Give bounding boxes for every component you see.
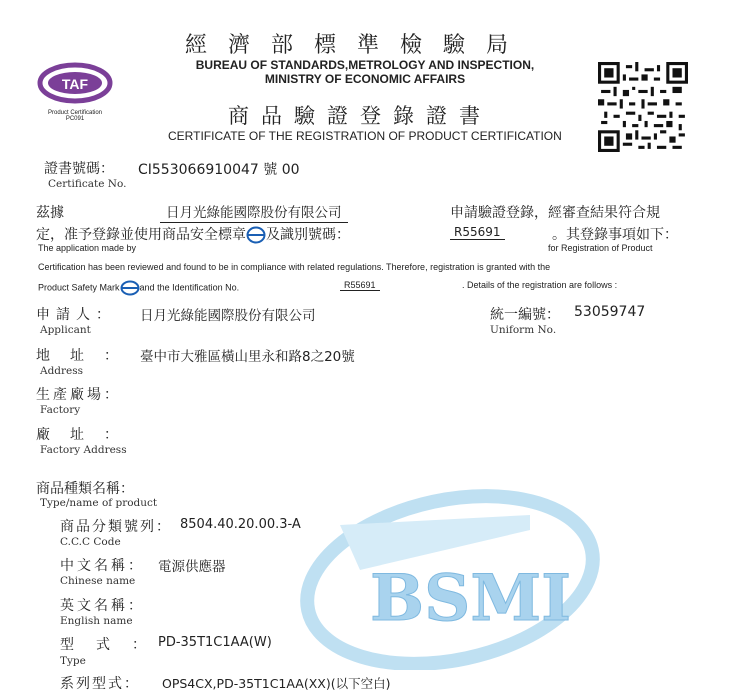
factory-address-label-en: Factory Address [40,444,127,456]
cert-no-label-en: Certificate No. [48,178,127,190]
taf-logo [36,62,116,122]
certificate-zh-title: 商品驗證登錄證書 [228,104,492,128]
type-value: PD-35T1C1AA(W) [158,635,272,650]
statement-company: 日月光綠能國際股份有限公司 [160,201,348,223]
ccc-value: 8504.40.20.00.3-A [180,517,301,532]
cert-no-label-zh: 證書號碼： [44,161,114,177]
taf-caption: Product Certification [47,110,103,116]
statement-zh-line2: 定，准予登錄並使用商品安全標章 及識別號碼： [36,227,350,243]
uniform-label-en: Uniform No. [490,324,557,336]
svg-text:TAF: TAF [61,76,89,92]
watermark-text: BSMI [370,561,572,636]
product-type-label-zh: 商品種類名稱： [36,481,134,497]
factory-address-label-zh: 廠址： [36,427,138,443]
ccc-label-en: C.C.C Code [60,536,121,548]
uniform-value: 53059747 [574,304,646,320]
chinese-name-label-en: Chinese name [60,575,136,587]
chinese-name-value: 電源供應器 [158,559,226,575]
factory-label-zh: 生產廠場： [36,387,121,403]
applicant-label-en: Applicant [40,324,91,336]
type-label-zh: 型式： [60,637,168,653]
address-label-en: Address [40,365,84,377]
statement-zh-line2-end: 。其登錄事項如下： [552,227,678,243]
factory-label-en: Factory [40,404,81,416]
safety-mark-small-icon [120,280,140,296]
applicant-value: 日月光綠能國際股份有限公司 [140,308,316,324]
english-name-label-zh: 英文名稱： [60,598,145,614]
qr-code-icon [598,62,688,152]
taf-ellipse-icon [36,62,114,106]
statement-zh-right: 申請驗證登錄，經審查結果符合規 [450,205,660,221]
uniform-label-zh: 統一編號： [490,307,560,323]
statement-en-line3: Product Safety Mark and the Identification No. [38,280,239,296]
series-label-zh: 系列型式： [60,676,140,692]
statement-id-code: R55691 [450,225,505,240]
statement-en-line1-b: for Registration of Product [548,243,653,253]
statement-en-id-code: R55691 [340,280,380,291]
certificate-en-title: CERTIFICATE OF THE REGISTRATION OF PRODUCT CERTIFICATION [168,129,562,143]
taf-code: PC091 [65,116,85,122]
bureau-zh-title: 經濟部標準檢驗局 [185,33,530,58]
bureau-en-line2: MINISTRY OF ECONOMIC AFFAIRS [264,72,466,86]
type-label-en: Type [60,655,86,667]
applicant-label-zh: 申請人： [36,307,116,323]
statement-en-line1-a: The application made by [38,243,137,253]
series-value: OPS4CX,PD-35T1C1AA(XX)(以下空白) [162,676,391,691]
statement-lead: 茲據 [36,205,64,221]
bureau-en-line1: BUREAU OF STANDARDS,METROLOGY AND INSPECTION, [195,58,535,72]
address-value: 臺中市大雅區橫山里永和路8之20號 [140,349,355,365]
ccc-label-zh: 商品分類號列： [60,519,172,535]
chinese-name-label-zh: 中文名稱： [60,558,145,574]
english-name-label-en: English name [60,615,133,627]
address-label-zh: 地址： [36,348,138,364]
safety-mark-icon [246,226,266,244]
statement-en-line2: Certification has been reviewed and found to be in compliance with related regulations. Therefore, registration is granted with the [38,262,551,272]
bsmi-watermark [300,470,600,670]
product-type-label-en: Type/name of product [40,497,158,509]
cert-no-value: CI553066910047 號 00 [138,162,300,178]
statement-en-line3-end: . Details of the registration are follows : [462,280,618,290]
